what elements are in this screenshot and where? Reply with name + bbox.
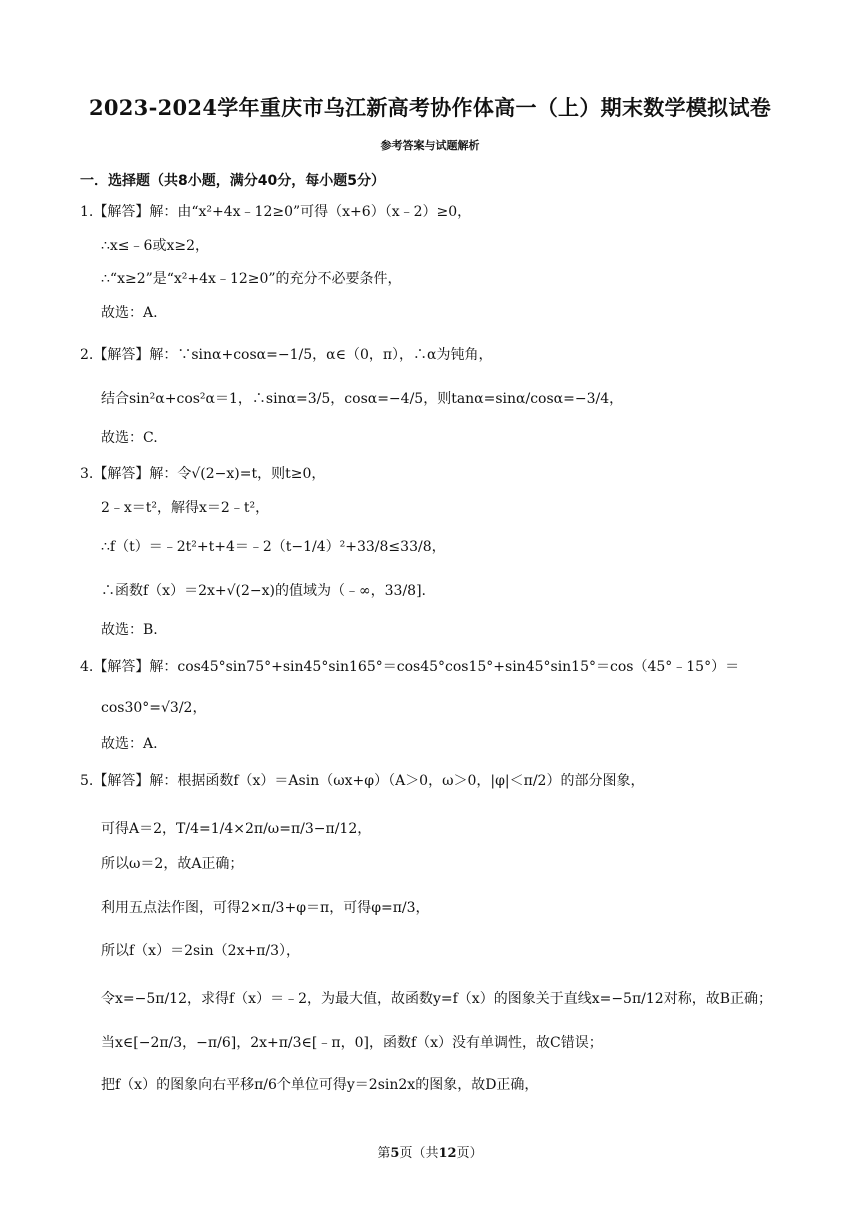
solution-5-line-8: 把f（x）的图象向右平移π/6个单位可得y＝2sin2x的图象，故D正确， [101, 1077, 539, 1093]
solution-2-line-3: 故选：C. [101, 430, 158, 446]
document-title: 2023-2024学年重庆市乌江新高考协作体高一（上）期末数学模拟试卷 [88, 95, 772, 120]
footer-total-pages: 12 [438, 1146, 457, 1161]
solution-2-line-1: 2.【解答】解：∵sinα+cosα=−1/5，α∈（0，π），∴α为钝角， [80, 347, 493, 363]
solution-3-line-1: 3.【解答】解：令√(2−x)=t，则t≥0， [80, 466, 326, 482]
section-heading: 一．选择题（共8小题，满分40分，每小题5分） [80, 173, 385, 189]
footer-suffix: 页） [456, 1146, 483, 1161]
solution-1-line-3: ∴“x≥2”是“x²+4x﹣12≥0”的充分不必要条件， [101, 271, 402, 287]
footer-prefix: 第 [377, 1146, 391, 1161]
solution-5-line-7: 当x∈[−2π/3，−π/6]，2x+π/3∈[﹣π，0]，函数f（x）没有单调性，故C错误； [101, 1035, 603, 1051]
footer-page-number: 5 [390, 1146, 400, 1161]
solution-2-line-2: 结合sin²α+cos²α＝1，∴sinα=3/5，cosα=−4/5，则tanα=sinα/cosα=−3/4， [101, 391, 624, 407]
solution-5-line-5: 所以f（x）＝2sin（2x+π/3）， [101, 943, 301, 959]
footer-middle: 页（共 [399, 1146, 439, 1161]
solution-3-line-5: 故选：B. [101, 622, 158, 638]
solution-5-line-1: 5.【解答】解：根据函数f（x）＝Asin（ωx+φ）（A＞0，ω＞0，|φ|＜π/2）的部分图象， [80, 773, 645, 789]
solution-5-line-6: 令x=−5π/12，求得f（x）＝﹣2，为最大值，故函数y=f（x）的图象关于直线x=−5π/12对称，故B正确； [101, 991, 772, 1007]
solution-1-line-2: ∴x≤﹣6或x≥2， [101, 238, 209, 254]
solution-3-line-2: 2﹣x＝t²，解得x＝2﹣t²， [101, 500, 270, 516]
solution-4-line-2: cos30°=√3/2， [101, 700, 207, 716]
solution-3-line-3: ∴f（t）＝﹣2t²+t+4＝﹣2（t−1/4）²+33/8≤33/8， [101, 539, 446, 555]
document-subtitle: 参考答案与试题解析 [380, 139, 480, 152]
solution-4-line-1: 4.【解答】解：cos45°sin75°+sin45°sin165°＝cos45°cos15°+sin45°sin15°＝cos（45°﹣15°）＝ [80, 659, 740, 675]
solution-5-line-4: 利用五点法作图，可得2×π/3+φ＝π，可得φ=π/3， [101, 900, 430, 916]
solution-5-line-2: 可得A＝2，T/4=1/4×2π/ω=π/3−π/12， [101, 821, 372, 837]
page-footer [0, 1142, 860, 1161]
solution-1-line-4: 故选：A. [101, 305, 158, 321]
solution-4-line-3: 故选：A. [101, 736, 158, 752]
solution-3-line-4: ∴函数f（x）＝2x+√(2−x)的值域为（﹣∞，33/8]. [101, 583, 427, 599]
solution-1-line-1: 1.【解答】解：由“x²+4x﹣12≥0”可得（x+6）（x﹣2）≥0， [80, 204, 472, 220]
solution-5-line-3: 所以ω＝2，故A正确； [101, 856, 244, 872]
